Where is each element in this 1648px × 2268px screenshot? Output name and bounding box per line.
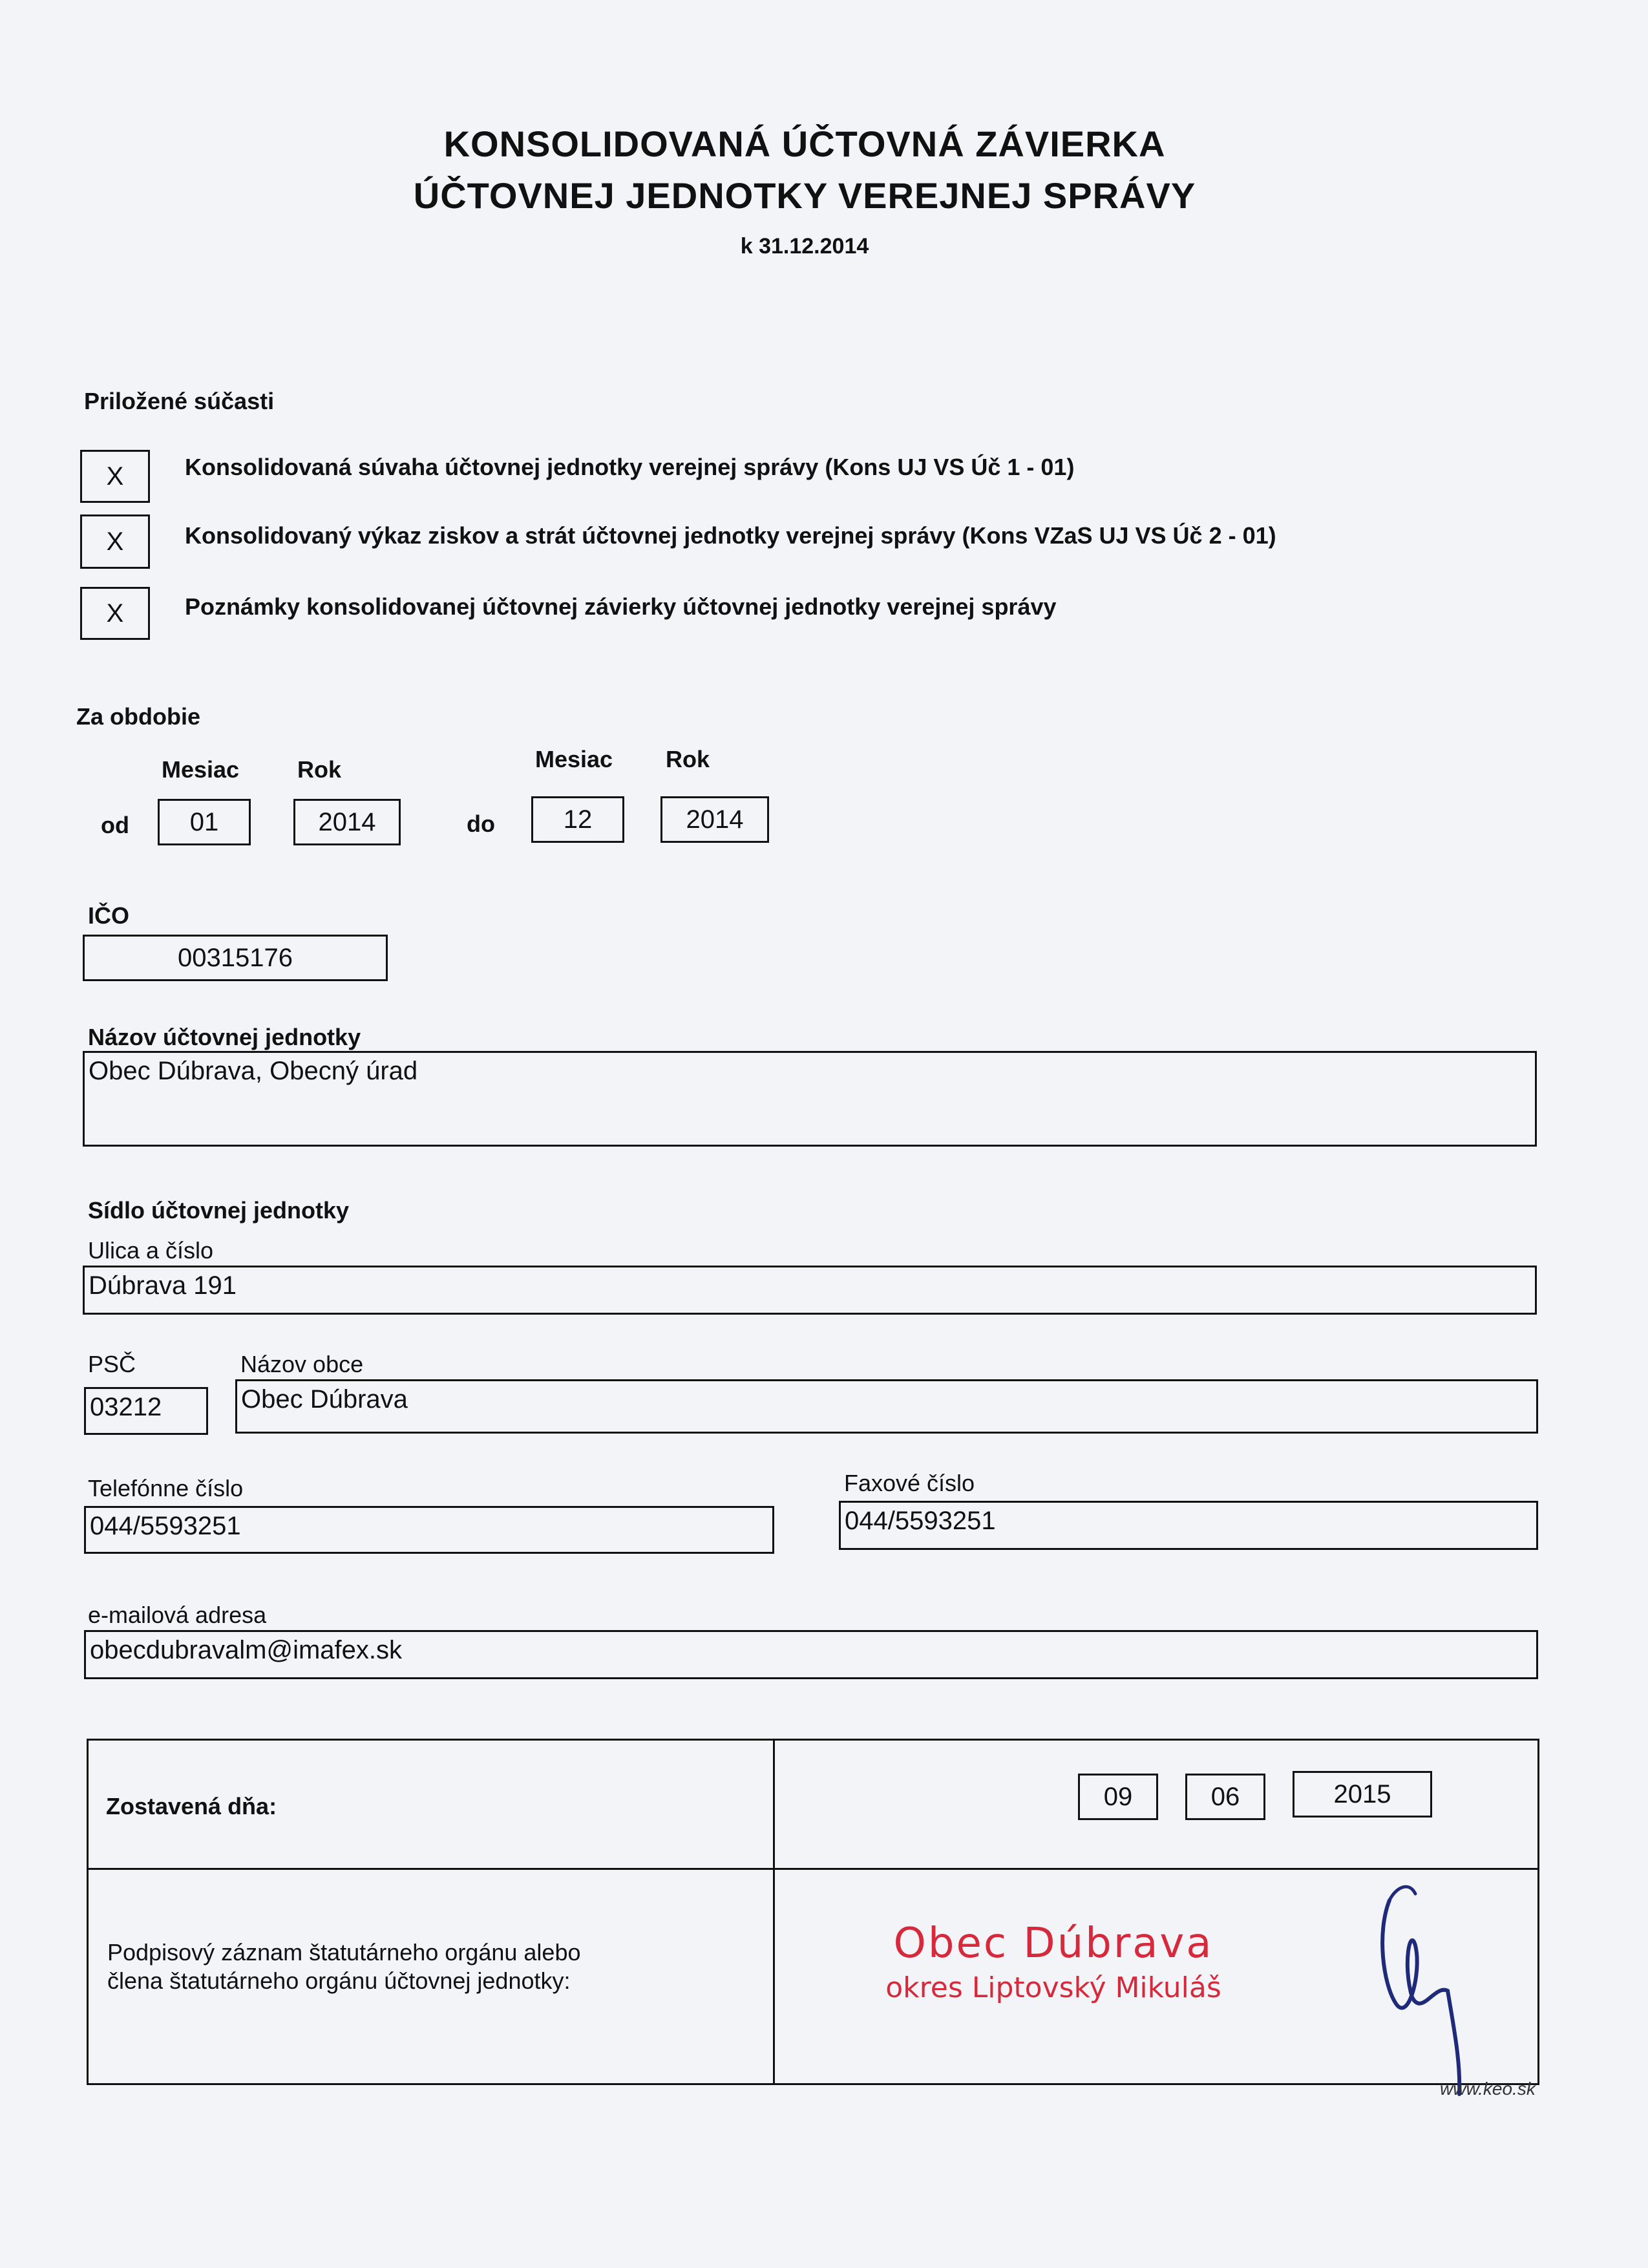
page-title-line1: KONSOLIDOVANÁ ÚČTOVNÁ ZÁVIERKA: [443, 123, 1166, 164]
from-label: od: [101, 812, 129, 838]
from-month-label: Mesiac: [162, 756, 240, 783]
compiled-year-field[interactable]: [1293, 1771, 1432, 1818]
from-month-field[interactable]: [158, 799, 251, 845]
from-year-field[interactable]: [293, 799, 401, 845]
name-value: Obec Dúbrava, Obecný úrad: [89, 1057, 418, 1085]
email-field[interactable]: [84, 1630, 1538, 1679]
ico-value: 00315176: [178, 943, 293, 972]
ico-label: IČO: [88, 902, 130, 929]
signature-label-line2: člena štatutárneho orgánu účtovnej jednotky:: [107, 1967, 571, 1994]
phone-field[interactable]: [84, 1506, 774, 1554]
attachment-checkbox-2[interactable]: [80, 514, 150, 569]
table-divider-vertical: [773, 1739, 775, 2085]
town-value: Obec Dúbrava: [241, 1385, 408, 1414]
handwritten-signature: [1364, 1874, 1493, 2107]
table-divider-horizontal: [87, 1868, 1539, 1870]
compiled-month-value: 06: [1210, 1782, 1240, 1811]
attachment-checkbox-1[interactable]: [80, 450, 150, 503]
from-year-label: Rok: [297, 756, 342, 783]
report-date: k 31.12.2014: [740, 234, 869, 259]
email-value: obecdubravalm@imafex.sk: [90, 1636, 403, 1664]
town-label: Názov obce: [240, 1351, 364, 1377]
compiled-month-field[interactable]: [1185, 1774, 1265, 1820]
to-year-label: Rok: [666, 746, 710, 772]
checkbox-mark: X: [106, 461, 124, 491]
from-month-value: 01: [189, 807, 219, 836]
street-value: Dúbrava 191: [89, 1271, 237, 1300]
fax-value: 044/5593251: [845, 1507, 996, 1535]
phone-label: Telefónne číslo: [88, 1475, 244, 1501]
from-year-value: 2014: [318, 807, 376, 836]
street-label: Ulica a číslo: [88, 1237, 214, 1264]
to-year-value: 2014: [686, 805, 744, 834]
to-month-label: Mesiac: [535, 746, 613, 772]
psc-label: PSČ: [88, 1351, 136, 1377]
compiled-day-value: 09: [1103, 1782, 1133, 1811]
to-year-field[interactable]: [660, 796, 769, 843]
name-field[interactable]: [83, 1051, 1537, 1147]
to-month-field[interactable]: [531, 796, 624, 843]
town-field[interactable]: [235, 1379, 1538, 1434]
signature-label-line1: Podpisový záznam štatutárneho orgánu alebo: [107, 1939, 581, 1966]
address-heading: Sídlo účtovnej jednotky: [88, 1197, 350, 1224]
email-label: e-mailová adresa: [88, 1602, 267, 1628]
psc-field[interactable]: [84, 1387, 208, 1435]
fax-field[interactable]: [839, 1501, 1538, 1550]
stamp-line1: Obec Dúbrava: [893, 1920, 1214, 1967]
official-stamp: [860, 1920, 1247, 2004]
street-field[interactable]: [83, 1266, 1537, 1315]
attachment-label-1: Konsolidovaná súvaha účtovnej jednotky verejnej správy (Kons UJ VS Úč 1 - 01): [185, 454, 1075, 480]
compiled-year-value: 2015: [1333, 1779, 1391, 1808]
attachment-label-2: Konsolidovaný výkaz ziskov a strát účtovnej jednotky verejnej správy (Kons VZaS UJ VS Úč 2 - 01): [185, 522, 1276, 549]
stamp-line2: okres Liptovský Mikuláš: [885, 1971, 1221, 2004]
phone-value: 044/5593251: [90, 1512, 241, 1540]
ico-field[interactable]: [83, 935, 388, 981]
to-month-value: 12: [563, 805, 593, 834]
to-label: do: [467, 811, 495, 837]
page-title-line2: ÚČTOVNEJ JEDNOTKY VEREJNEJ SPRÁVY: [413, 175, 1196, 216]
footer-website: www.keo.sk: [1440, 2079, 1536, 2099]
checkbox-mark: X: [106, 527, 124, 556]
attachments-heading: Priložené súčasti: [84, 388, 275, 414]
checkbox-mark: X: [106, 599, 124, 628]
fax-label: Faxové číslo: [844, 1470, 975, 1496]
attachment-checkbox-3[interactable]: [80, 587, 150, 640]
attachment-label-3: Poznámky konsolidovanej účtovnej závierky účtovnej jednotky verejnej správy: [185, 593, 1057, 620]
psc-value: 03212: [90, 1393, 162, 1421]
compiled-label: Zostavená dňa:: [106, 1793, 277, 1819]
compiled-day-field[interactable]: [1078, 1774, 1158, 1820]
name-label: Názov účtovnej jednotky: [88, 1024, 361, 1050]
period-heading: Za obdobie: [76, 703, 200, 730]
